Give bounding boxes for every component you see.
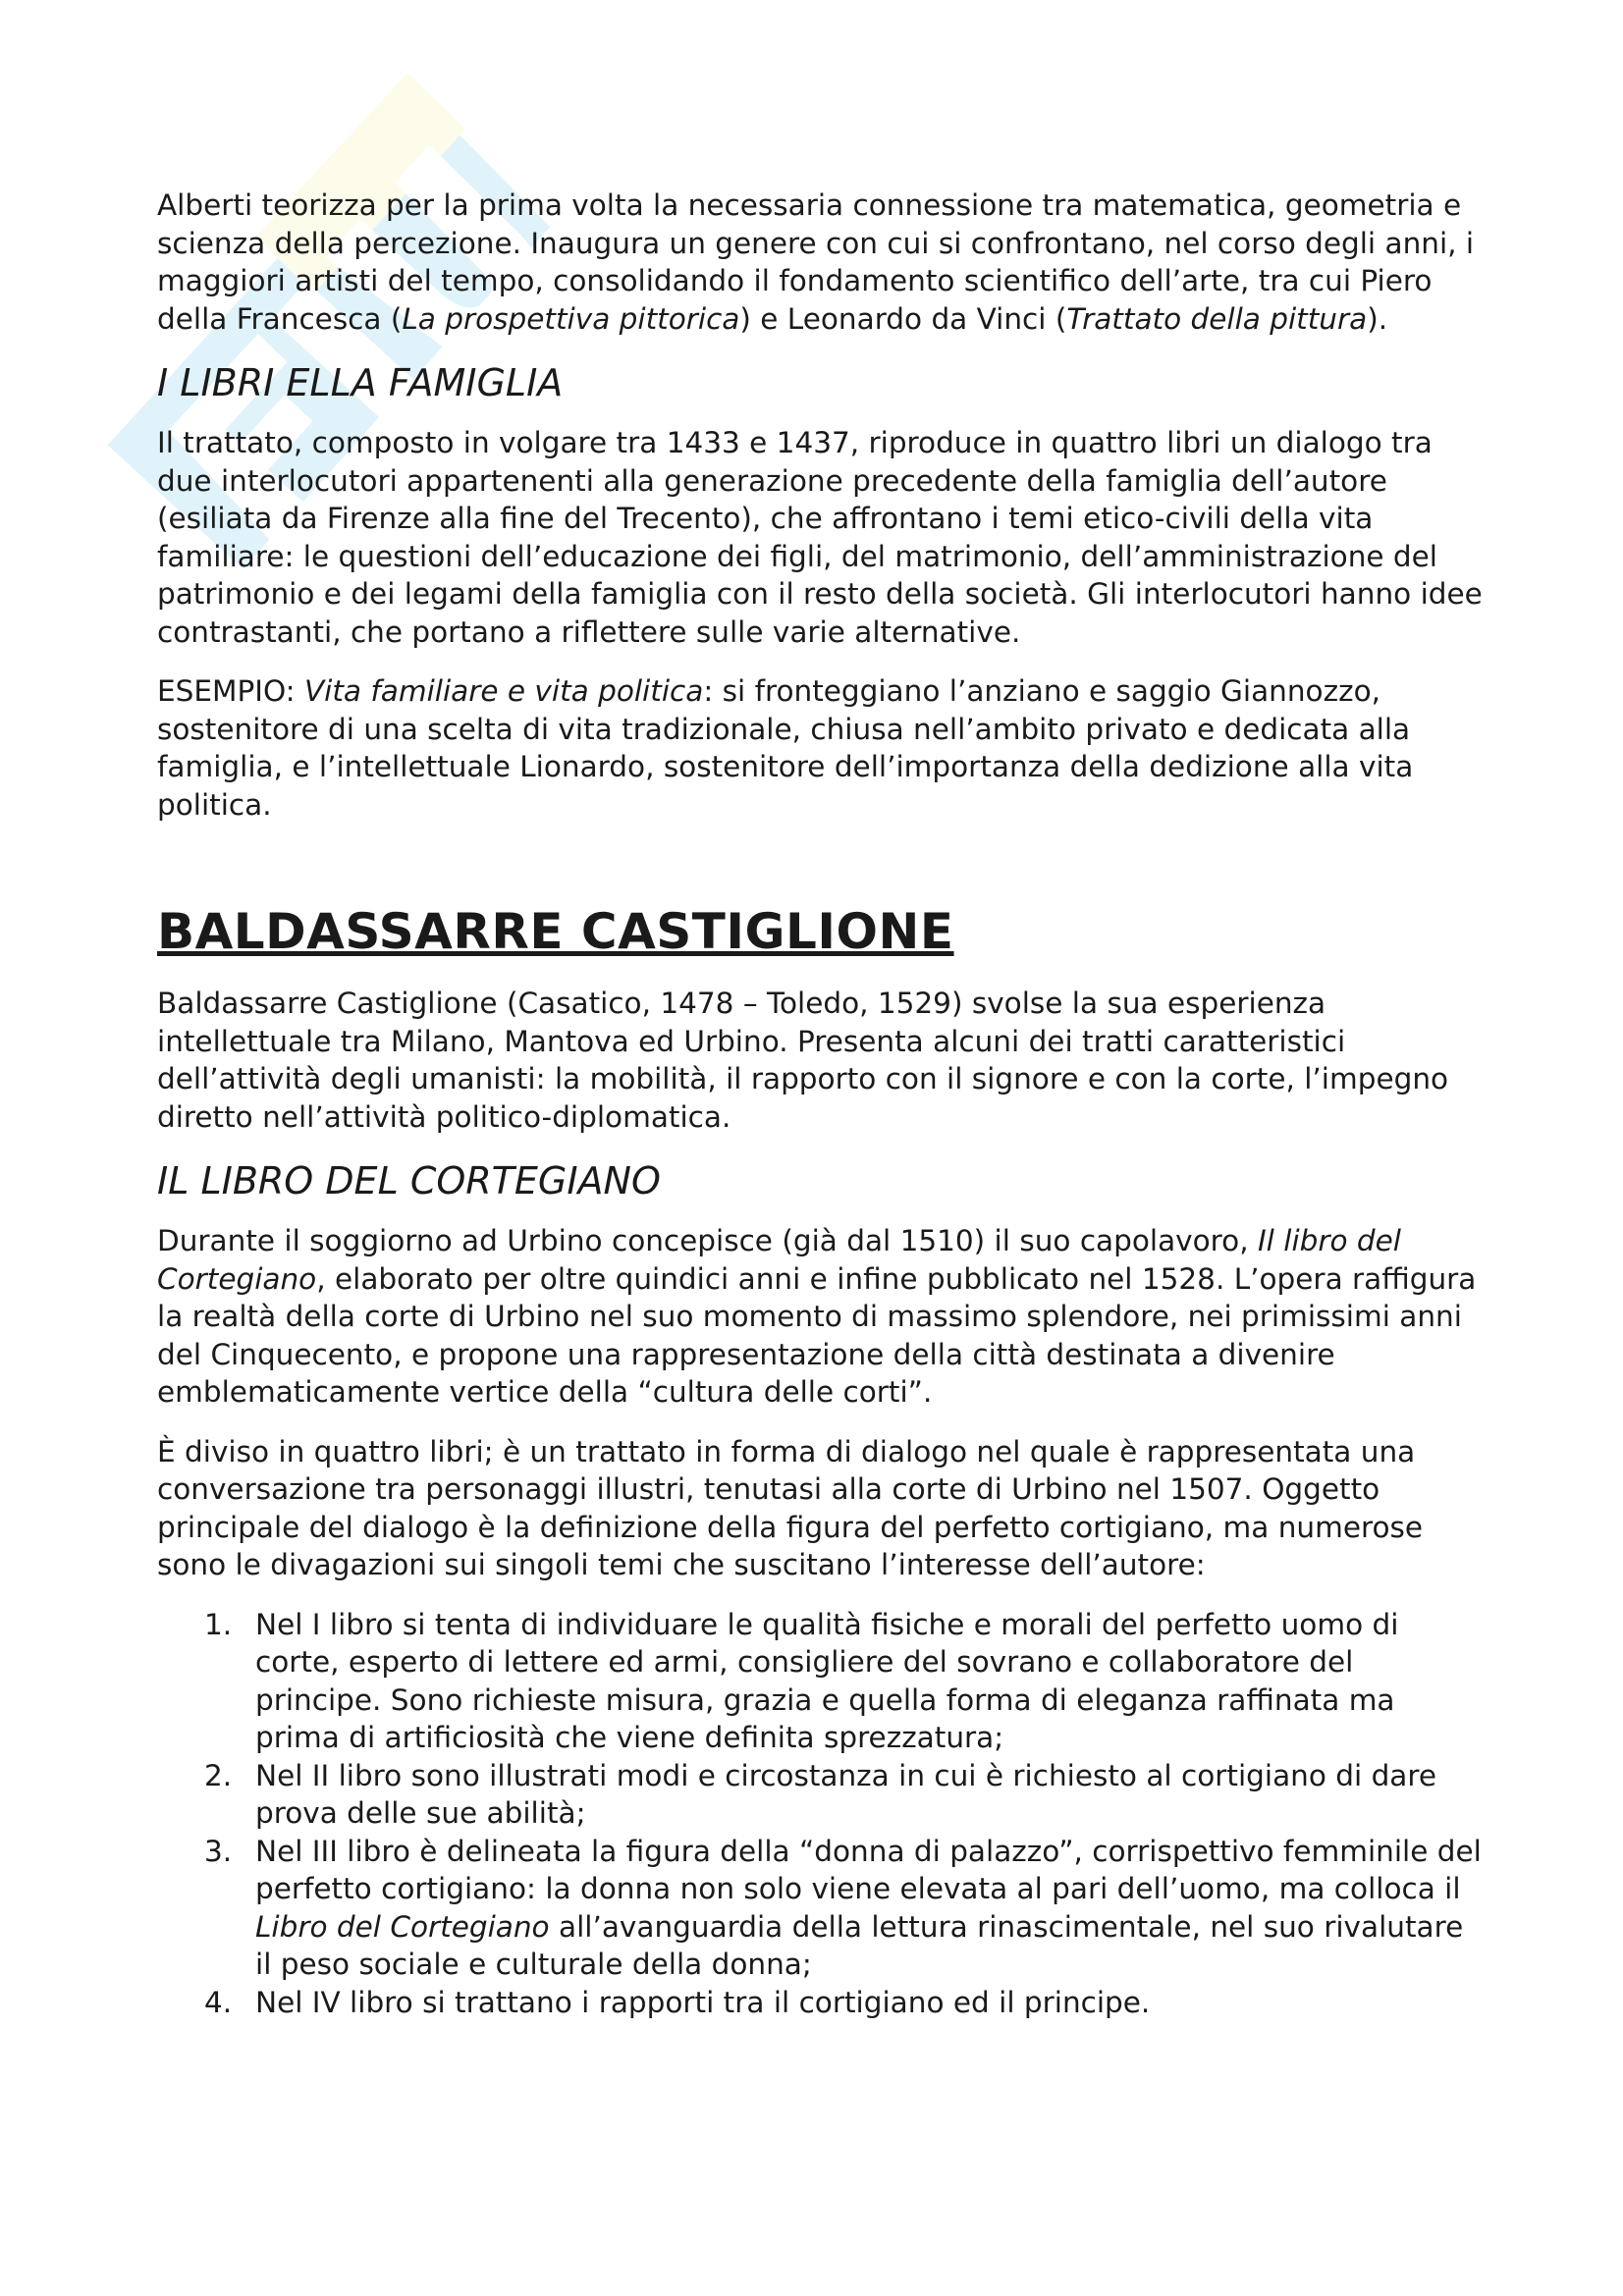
heading-castiglione: BALDASSARRE CASTIGLIONE xyxy=(157,903,954,960)
paragraph-cortegiano-struttura: È diviso in quattro libri; è un trattato in forma di dialogo nel quale è rappresentata una conversazione tra personaggi illustri, tenutasi alla corte di Urbino nel 1507. Oggetto principale del dialogo è la definizione della figura del perfetto cortigiano, ma numerose sono le divagazioni sui singoli temi che suscitano l’interesse dell’autore: xyxy=(157,1434,1424,1581)
libri-list xyxy=(157,1606,1483,2022)
list-item: 1. Nel I libro si tenta di individuare le qualità fisiche e morali del perfetto uomo di corte, esperto di lettere ed armi, consigliere del sovrano e collaboratore del principe. Sono richieste misura, grazia e quella forma di eleganza raffinata ma prima di artificiosità che viene definita sprezzatura; xyxy=(204,1607,1399,1754)
heading-cortegiano: IL LIBRO DEL CORTEGIANO xyxy=(157,1159,661,1202)
document-page xyxy=(157,187,1483,2021)
paragraph-cortegiano-intro: Durante il soggiorno ad Urbino concepisce (già dal 1510) il suo capolavoro, Il libro del Cortegiano, elaborato per oltre quindici anni e infine pubblicato nel 1528. L’opera raffigura la realtà della corte di Urbino nel suo momento di massimo splendore, nei primissimi anni del Cinquecento, e propone una rappresentazione della città destinata a divenire emblematicamente vertice della “cultura delle corti”. xyxy=(157,1224,1477,1409)
paragraph-castiglione-bio: Baldassarre Castiglione (Casatico, 1478 – Toledo, 1529) svolse la sua esperienza intellettuale tra Milano, Mantova ed Urbino. Presenta alcuni dei tratti caratteristici dell’attività degli umanisti: la mobilità, il rapporto con il signore e con la corte, l’impegno diretto nell’attività politico-diplomatica. xyxy=(157,987,1449,1134)
paragraph-esempio: ESEMPIO: Vita familiare e vita politica: si fronteggiano l’anziano e saggio Giannozzo, sostenitore di una scelta di vita tradizionale, chiusa nell’ambito privato e dedicata alla famiglia, e l’intellettuale Lionardo, sostenitore dell’importanza della dedizione alla vita politica. xyxy=(157,674,1414,822)
list-item: 3. Nel III libro è delineata la figura della “donna di palazzo”, corrispettivo femminile del perfetto cortigiano: la donna non solo viene elevata al pari dell’uomo, ma colloca il Libro del Cortegiano all’avanguardia della lettura rinascimentale, nel suo rivalutare il peso sociale e culturale della donna; xyxy=(204,1834,1482,1981)
paragraph-trattato: Il trattato, composto in volgare tra 1433 e 1437, riproduce in quattro libri un dialogo tra due interlocutori appartenenti alla generazione precedente della famiglia dell’autore (esiliata da Firenze alla fine del Trecento), che affrontano i temi etico-civili della vita familiare: le questioni dell’educazione dei figli, del matrimonio, dell’amministrazione del patrimonio e dei legami della famiglia con il resto della società. Gli interlocutori hanno idee contrastanti, che portano a riflettere sulle varie alternative. xyxy=(157,426,1483,649)
heading-libri-famiglia: I LIBRI ELLA FAMIGLIA xyxy=(157,361,564,404)
paragraph-alberti: Alberti teorizza per la prima volta la necessaria connessione tra matematica, geometria e scienza della percezione. Inaugura un genere con cui si confrontano, nel corso degli anni, i maggiori artisti del tempo, consolidando il fondamento scientifico dell’arte, tra cui Piero della Francesca (La prospettiva pittorica) e Leonardo da Vinci (Trattato della pittura). xyxy=(157,188,1475,336)
list-item: 2. Nel II libro sono illustrati modi e circostanza in cui è richiesto al cortigiano di dare prova delle sue abilità; xyxy=(204,1758,1437,1830)
list-item: 4. Nel IV libro si trattano i rapporti tra il cortigiano ed il principe. xyxy=(204,1985,1151,2019)
